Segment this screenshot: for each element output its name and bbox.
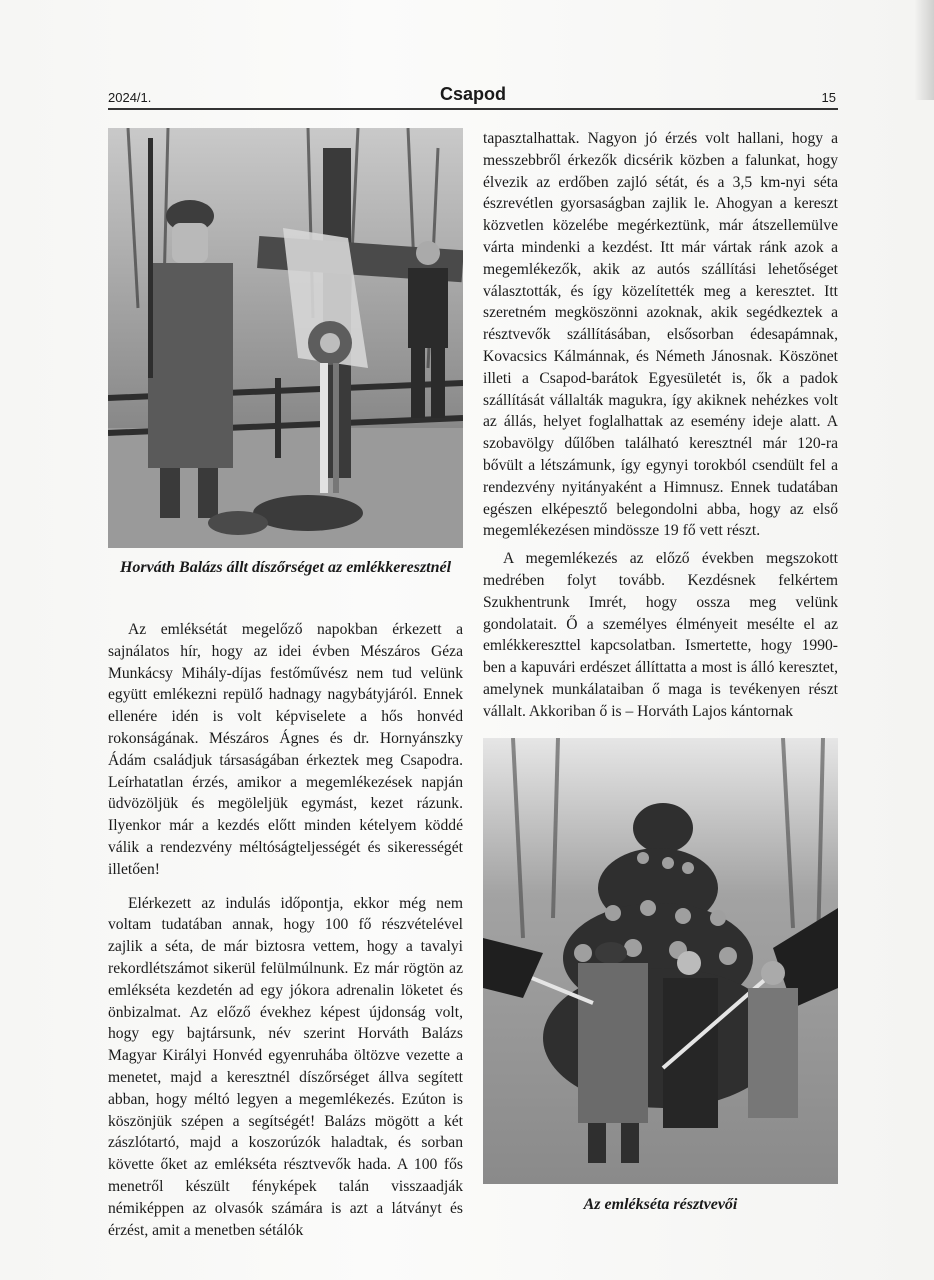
caption-procession: Az emlékséta résztvevői xyxy=(583,1196,738,1213)
magazine-title: Csapod xyxy=(439,84,506,104)
caption-honor-guard: Horváth Balázs állt díszőrséget az emlékkeresztnél xyxy=(119,559,452,576)
issue-number: 2024/1. xyxy=(108,90,152,105)
photo-procession-illustration xyxy=(483,738,838,1184)
photo-honor-guard xyxy=(108,128,463,548)
page-number: 15 xyxy=(821,90,836,105)
page-header xyxy=(108,84,838,110)
paragraph: tapasztalhattak. Nagyon jó érzés volt hallani, hogy a messzebbről érkezők dicsérik közben a falunkat, hogy élvezik az erdőben zajló sétát, és a 3,5 km-nyi séta észrevétlen gyorsaságban zajlik le. Ahogyan a kereszt közvetlen közelébe megérkeztünk, már átszellemülve várta mindenki a kezdést. Itt már vártak ránk azok a megemlékezők, akik az autós szállítási lehetőséget választották, és így közelítették meg a keresztet. Itt szeretném megköszönni azoknak, akik segédkeztek a résztvevők szállításában, elsősorban édesapámnak, Kovacsics Kálmánnak, és Németh Jánosnak. Köszönet illeti a Csapod-barátok Egyesületét is, ők a padok szállítását vállalták magukra, így akiknek nehézkes volt az állás, helyet foglalhattak az esemény ideje alatt. A szobavölgy dűlőben található keresztnél már 120-ra bővült a létszámunk, így egynyi torokból csendült fel a rendezvény nyitányaként a Himnusz. Ennek tudatában egészen elképesztő belegondolni abba, hogy az első megemlékezésen mindössze 19 fő vett részt. xyxy=(483,130,838,540)
text-column-right xyxy=(483,128,838,723)
text-column-left xyxy=(108,619,463,1241)
photo-honor-guard-illustration xyxy=(108,128,463,548)
paragraph: A megemlékezés az előző években megszokott medrében folyt tovább. Kezdésnek felkértem Szukhentrunk Imrét, hogy ossza meg velünk gondolatait. Ő a személyes élményeit mesélte el az emlékkereszttel kapcsolatban. Ismertette, hogy 1990-ben a kapuvári erdészet állíttatta a most is álló keresztet, amelynek munkálataiban ő maga is tevékenyen részt vállalt. Akkoriban ő is – Horváth Lajos kántornak xyxy=(483,550,838,720)
paragraph: Elérkezett az indulás időpontja, ekkor még nem voltam tudatában annak, hogy 100 fő részvételével zajlik a séta, de már biztosra vettem, hogy a tavalyi rekordlétszámot sikerül felülmúlnunk. Ez már rögtön az emlékséta kezdetén ad egy jókora adrenalin löketet és önbizalmat. Az előző évekhez képest újdonság volt, hogy egy bajtársunk, név szerint Horváth Balázs Magyar Királyi Honvéd egyenruhába öltözve vezette a menetet, majd a keresztnél díszőrséget állva segített abban, hogy méltó legyen a megemlékezés. Ezúton is köszönjük szépen a segítségét! Balázs mögött a két zászlótartó, majd a koszorúzók haladtak, és sorban követte őket az emlékséta résztvevők hada. A 100 fős menetről készült fényképek talán visszaadják némiképpen az olvasók számára is azt a látványt és érzést, amit a menetben sétálók xyxy=(108,894,463,1239)
photo-procession xyxy=(483,738,838,1184)
page-fold-shadow xyxy=(914,0,934,100)
paragraph: Az emléksétát megelőző napokban érkezett a sajnálatos hír, hogy az idei évben Mészáros Géza Munkácsy Mihály-díjas festőművész nem tud velünk együtt emlékezni repülő hadnagy nagybátyjáról. Ennek ellenére idén is volt képviselete a hős honvéd rokonságának. Mészáros Ágnes és dr. Hornyánszky Ádám családjuk társaságában érkeztek meg Csapodra. Leírhatatlan érzés, amikor a megemlékezések napján üdvözöljük és megöleljük egymást, kezet rázunk. Ilyenkor már a kezdés előtt minden kételyem köddé válik a rendezvény méltóságteljességét és sikerességét illetően! xyxy=(108,621,463,878)
